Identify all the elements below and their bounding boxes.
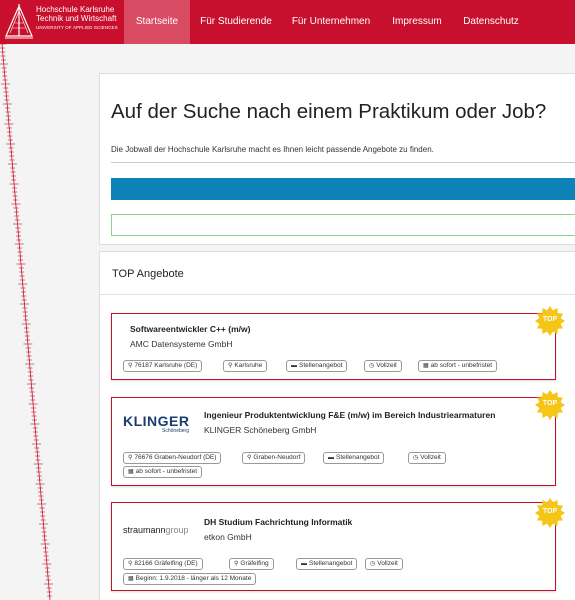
briefcase-icon: ▬ — [301, 561, 307, 567]
job-card-2[interactable] — [111, 397, 556, 486]
job-card-1[interactable] — [111, 313, 556, 380]
university-logo[interactable] — [0, 0, 124, 44]
logo-text — [36, 5, 118, 32]
top-navbar — [0, 0, 575, 44]
nav-fuer-unternehmen[interactable]: Für Unternehmen — [291, 16, 371, 27]
top-offers-title: TOP Angebote — [112, 268, 184, 280]
tag-start: ▦ Beginn: 1.9.2018 - länger als 12 Monate — [123, 573, 256, 585]
tag-type: ▬ Stellenangebot — [323, 452, 384, 464]
company-logo-klinger — [123, 414, 195, 436]
calendar-icon: ▦ — [128, 469, 134, 475]
tag-start: ▦ ab sofort - unbefristet — [123, 466, 202, 478]
top-offers-divider — [100, 294, 575, 295]
logo-main-text: KLINGER — [123, 413, 190, 429]
job-card-3[interactable] — [111, 502, 556, 591]
tag-hours: ◷ Vollzeit — [408, 452, 446, 464]
decorative-ruler — [0, 44, 60, 600]
logo-sub-text: group — [165, 525, 189, 535]
tag-postcode: ⚲ 82166 Gräfelfing (DE) — [123, 558, 203, 570]
logo-line-3: UNIVERSITY OF APPLIED SCIENCES — [36, 25, 118, 30]
hero-divider — [111, 162, 575, 163]
map-marker-icon: ⚲ — [234, 561, 239, 567]
map-marker-icon: ⚲ — [128, 561, 133, 567]
job-title[interactable]: Ingenieur Produktentwicklung F&E (m/w) im Bereich Industriearmaturen — [204, 410, 496, 420]
map-marker-icon: ⚲ — [128, 363, 133, 369]
nav-impressum[interactable]: Impressum — [392, 16, 442, 27]
tag-start: ▦ ab sofort - unbefristet — [418, 360, 497, 372]
top-badge-3 — [535, 498, 565, 528]
clock-icon: ◷ — [369, 363, 375, 369]
logo-line-2: Technik und Wirtschaft — [36, 14, 117, 23]
tag-city: ⚲ Karlsruhe — [223, 360, 267, 372]
tag-postcode: ⚲ 76187 Karlsruhe (DE) — [123, 360, 202, 372]
search-input[interactable] — [111, 214, 575, 236]
job-company: KLINGER Schöneberg GmbH — [204, 425, 317, 435]
tag-type: ▬ Stellenangebot — [286, 360, 347, 372]
job-title[interactable]: Softwareentwickler C++ (m/w) — [130, 324, 251, 334]
hero-panel — [99, 73, 575, 245]
top-badge-1 — [535, 306, 565, 336]
search-bar[interactable] — [111, 178, 575, 200]
tag-city: ⚲ Gräfelfing — [229, 558, 274, 570]
logo-sub-text: Schöneberg — [162, 428, 189, 434]
badge-label: TOP — [542, 316, 558, 323]
briefcase-icon: ▬ — [328, 455, 334, 461]
badge-label: TOP — [542, 400, 558, 407]
tag-type: ▬ Stellenangebot — [296, 558, 357, 570]
tag-hours: ◷ Vollzeit — [364, 360, 402, 372]
tag-city: ⚲ Graben-Neudorf — [242, 452, 305, 464]
job-company: etkon GmbH — [204, 532, 252, 542]
hero-subtitle: Die Jobwall der Hochschule Karlsruhe macht es Ihnen leicht passende Angebote zu finden. — [111, 145, 434, 154]
briefcase-icon: ▬ — [291, 363, 297, 369]
top-badge-2 — [535, 390, 565, 420]
company-logo-straumann — [123, 525, 189, 535]
nav-fuer-studierende[interactable]: Für Studierende — [200, 16, 272, 27]
calendar-icon: ▦ — [128, 576, 134, 582]
nav-startseite[interactable]: Startseite — [124, 0, 190, 44]
badge-label: TOP — [542, 508, 558, 515]
tag-hours: ◷ Vollzeit — [365, 558, 403, 570]
map-marker-icon: ⚲ — [228, 363, 233, 369]
logo-main-text: straumann — [123, 525, 166, 535]
map-marker-icon: ⚲ — [247, 455, 252, 461]
map-marker-icon: ⚲ — [128, 455, 133, 461]
logo-line-1: Hochschule Karlsruhe — [36, 5, 115, 14]
nav-datenschutz[interactable]: Datenschutz — [463, 16, 519, 27]
tag-postcode: ⚲ 76676 Graben-Neudorf (DE) — [123, 452, 221, 464]
calendar-icon: ▦ — [423, 363, 429, 369]
job-title[interactable]: DH Studium Fachrichtung Informatik — [204, 517, 353, 527]
sail-logo-icon — [4, 3, 34, 41]
job-company: AMC Datensysteme GmbH — [130, 339, 233, 349]
hero-title: Auf der Suche nach einem Praktikum oder Job? — [111, 100, 547, 123]
clock-icon: ◷ — [413, 455, 419, 461]
clock-icon: ◷ — [370, 561, 376, 567]
